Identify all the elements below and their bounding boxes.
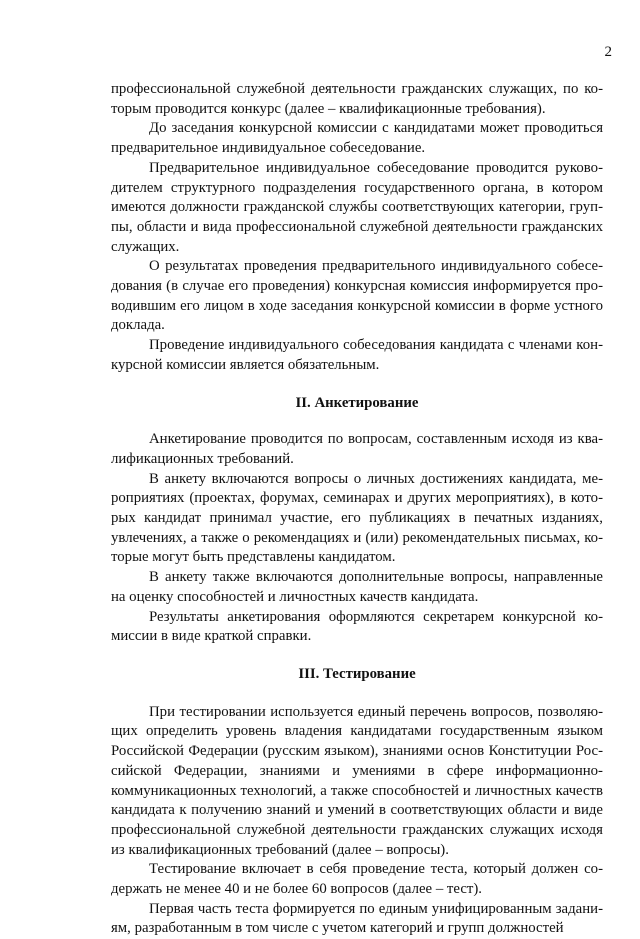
- paragraph: В анкету включаются вопросы о личных достижениях кандидата, мероприятиях (проектах, форумах, семинарах и других мероприятиях), в которых кандидат принимал участие, его публикациях в печатных изданиях, увлечениях, а также о рекомендациях и (или) рекомендательных письмах, которые могут быть представлены кандидатом.: [111, 470, 603, 566]
- paragraph: профессиональной служебной деятельности гражданских служащих, по которым проводится конкурс (далее – квалификационные требования).: [111, 81, 603, 117]
- paragraph: Тестирование включает в себя проведение теста, который должен содержать не менее 40 и не более 60 вопросов (далее – тест).: [111, 861, 603, 898]
- paragraph: При тестировании используется единый перечень вопросов, позволяющих определить уровень владения кандидатами государственным языком Российской Федерации (русским языком), знаниями основ Конституции Российской Федерации, знаниями и умениями в сфере информационно-коммуникационных технологий, а также способностей и личностных качеств кандидата к получению знаний и умений в соответствующих области и виде профессиональной служебной деятельности гражданских служащих исходя из квалификационных требований (далее – вопросы).: [111, 703, 603, 858]
- document-body: [111, 80, 603, 939]
- paragraph: Предварительное индивидуальное собеседование проводится руководителем структурного подразделения государственного органа, в котором имеются должности гражданской службы соответствующих категории, группы, области и вида профессиональной служебной деятельности гражданских служащих.: [111, 159, 603, 255]
- page-number: 2: [604, 44, 612, 60]
- paragraph: До заседания конкурсной комиссии с кандидатами может проводиться предварительное индивидуальное собеседование.: [111, 120, 603, 157]
- paragraph: Первая часть теста формируется по единым унифицированным заданиям, разработанным в том числе с учетом категорий и групп должностей: [111, 900, 603, 937]
- paragraph: Анкетирование проводится по вопросам, составленным исходя из квалификационных требований.: [111, 431, 603, 467]
- paragraph: Проведение индивидуального собеседования кандидата с членами конкурсной комиссии является обязательным.: [111, 337, 603, 373]
- section-heading-questionnaire: II. Анкетирование: [295, 394, 419, 411]
- section-heading-testing: III. Тестирование: [298, 665, 416, 682]
- paragraph: Результаты анкетирования оформляются секретарем конкурсной комиссии в виде краткой справки.: [111, 608, 603, 645]
- paragraph: В анкету также включаются дополнительные вопросы, направленные на оценку способностей и личностных качеств кандидата.: [111, 569, 603, 605]
- paragraph: О результатах проведения предварительного индивидуального собеседования (в случае его проведения) конкурсная комиссия информируется проводившим его лицом в ходе заседания конкурсной комиссии в форме устного доклада.: [111, 258, 603, 334]
